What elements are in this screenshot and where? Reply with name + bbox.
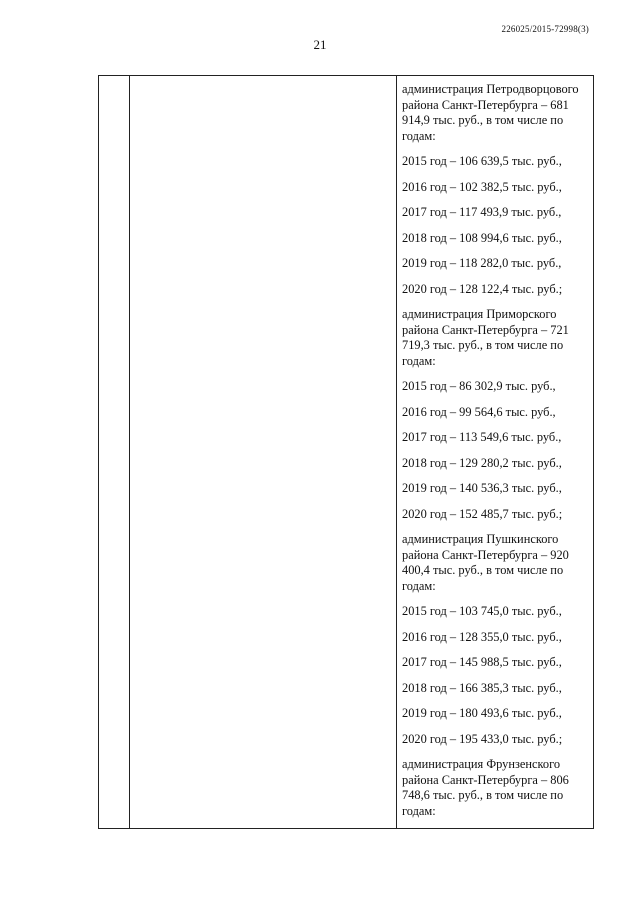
funding-column-cell (397, 76, 594, 829)
year-funding-line: 2018 год – 129 280,2 тыс. руб., (402, 455, 562, 470)
table-row (99, 76, 594, 829)
year-funding-line: 2016 год – 99 564,6 тыс. руб., (402, 404, 556, 419)
year-funding-line: 2018 год – 166 385,3 тыс. руб., (402, 680, 562, 695)
year-funding-line: 2015 год – 86 302,9 тыс. руб., (402, 379, 556, 393)
document-id: 226025/2015-72998(3) (501, 24, 589, 34)
page-number: 21 (313, 37, 327, 52)
year-funding-line: 2019 год – 140 536,3 тыс. руб., (402, 481, 562, 495)
year-funding-line: 2020 год – 152 485,7 тыс. руб.; (402, 506, 563, 521)
year-funding-line: 2018 год – 108 994,6 тыс. руб., (402, 230, 562, 245)
year-funding-line: 2019 год – 180 493,6 тыс. руб., (402, 706, 562, 720)
year-funding-line: 2016 год – 102 382,5 тыс. руб., (402, 179, 562, 194)
year-funding-line: 2017 год – 145 988,5 тыс. руб., (402, 655, 562, 669)
year-funding-line: 2015 год – 103 745,0 тыс. руб., (402, 604, 562, 618)
year-funding-line: 2019 год – 118 282,0 тыс. руб., (402, 256, 562, 270)
district-funding-heading: администрация Петродворцового района Санкт-Петербурга – 681 914,9 тыс. руб., в том числе по годам: (402, 82, 579, 143)
number-column-cell (99, 76, 130, 829)
year-funding-line: 2020 год – 128 122,4 тыс. руб.; (402, 281, 563, 296)
district-funding-heading: администрация Приморского района Санкт-Петербурга – 721 719,3 тыс. руб., в том числе по годам: (402, 307, 569, 368)
year-funding-line: 2017 год – 117 493,9 тыс. руб., (402, 205, 562, 219)
district-funding-heading: администрация Фрунзенского района Санкт-Петербурга – 806 748,6 тыс. руб., в том числе по годам: (402, 757, 569, 818)
description-column-cell (130, 76, 397, 829)
year-funding-line: 2016 год – 128 355,0 тыс. руб., (402, 629, 562, 644)
year-funding-line: 2015 год – 106 639,5 тыс. руб., (402, 154, 562, 168)
year-funding-line: 2020 год – 195 433,0 тыс. руб.; (402, 731, 563, 746)
year-funding-line: 2017 год – 113 549,6 тыс. руб., (402, 430, 562, 444)
district-funding-heading: администрация Пушкинского района Санкт-Петербурга – 920 400,4 тыс. руб., в том числе по годам: (402, 532, 569, 593)
funding-table (98, 75, 594, 829)
funding-text (397, 76, 593, 819)
